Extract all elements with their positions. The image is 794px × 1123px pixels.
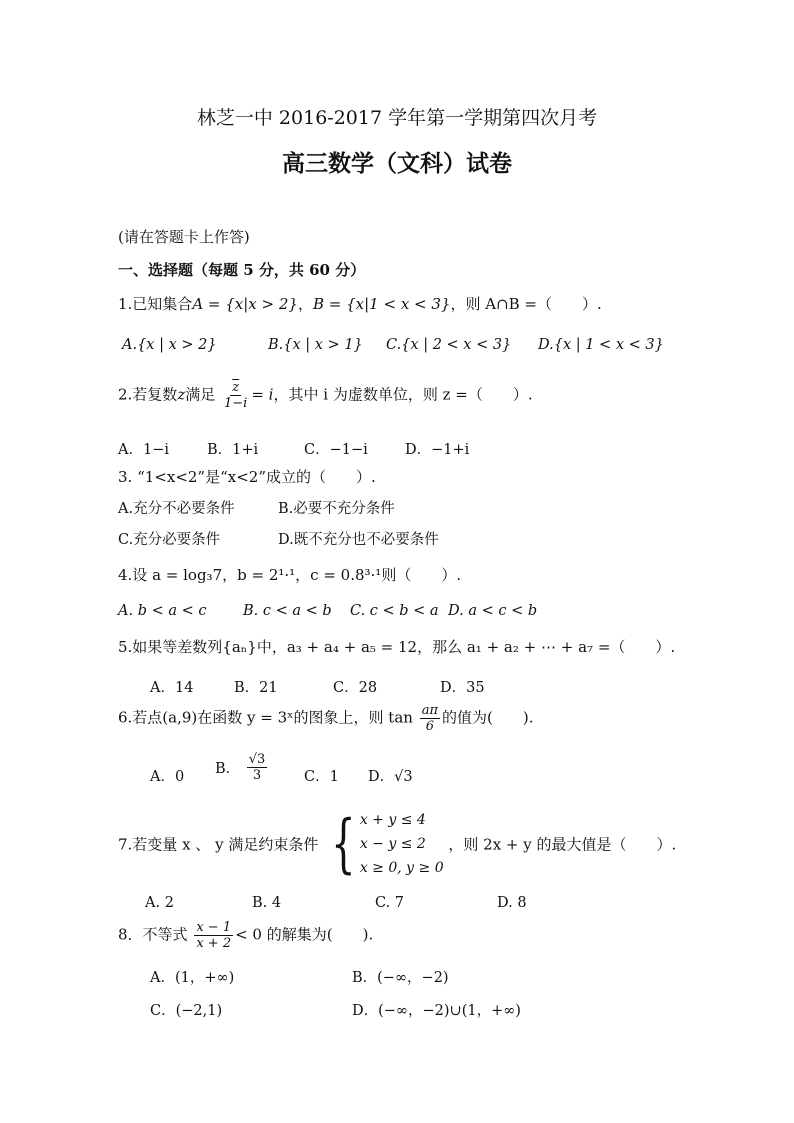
q1-prefix: 1.已知集合: [118, 295, 193, 313]
q8-prefix: 8．不等式: [118, 925, 188, 944]
q3-option-b: B.必要不充分条件: [278, 501, 395, 517]
q6-frac-den: 6: [425, 719, 434, 734]
q4-option-a: A. b < a < c: [118, 603, 207, 619]
q7-brace: {: [331, 807, 356, 881]
q3-option-c: C.充分必要条件: [118, 532, 221, 548]
q7-option-a: A. 2: [145, 895, 174, 911]
q8-rest: < 0 的解集为( ).: [235, 925, 374, 944]
exam-subject-title: 高三数学（文科）试卷: [282, 150, 512, 177]
q2-frac-den: 1−i: [224, 396, 248, 411]
q7-prefix: 7.若变量 x 、 y 满足约束条件: [118, 835, 319, 854]
q1-set-b: B = {x|1 < x < 3}: [312, 295, 451, 313]
q2-option-d: D．−1+i: [405, 442, 470, 458]
question-3: 3. “1<x<2”是“x<2”成立的（ ）.: [118, 468, 376, 486]
q7-option-b: B. 4: [252, 895, 282, 911]
q6-option-b: [215, 752, 269, 783]
q7-constraint-1: x + y ≤ 4: [359, 812, 426, 828]
q8-option-d: D．(−∞，−2)∪(1，+∞): [352, 1003, 521, 1019]
q5-option-c: C．28: [333, 680, 378, 696]
q8-option-c: C．(−2,1): [150, 1003, 223, 1019]
q6-option-c: C．1: [304, 769, 339, 785]
q8-frac-num: x − 1: [196, 920, 232, 935]
q6-option-a: A．0: [150, 769, 185, 785]
question-5: 5.如果等差数列{aₙ}中，a₃ + a₄ + a₅ = 12，那么 a₁ + a₂ + ⋯ + a₇ =（ ）.: [118, 638, 676, 656]
q7-constraints: [360, 808, 444, 880]
question-6: [118, 703, 533, 734]
q6-rest: 的值为( ).: [442, 708, 534, 727]
q5-option-b: B．21: [234, 680, 278, 696]
q6-optb-den: 3: [252, 768, 262, 783]
q2-option-a: A．1−i: [118, 442, 169, 458]
q7-constraint-2: x − y ≤ 2: [359, 836, 426, 852]
q2-rest: ，其中 i 为虚数单位，则 z =（ ）.: [273, 385, 533, 404]
q4-option-b: B. c < a < b: [243, 603, 332, 619]
q6-optb-num: √3: [248, 752, 266, 767]
q6-prefix: 6.若点(a,9)在函数 y = 3ˣ的图象上，则 tan: [118, 708, 413, 727]
q7-constraint-3: x ≥ 0, y ≥ 0: [359, 860, 444, 876]
q1-option-c: C.{x | 2 < x < 3}: [386, 337, 512, 353]
question-2: [118, 380, 533, 411]
q8-option-b: B．(−∞，−2): [352, 970, 449, 986]
q2-mid: 满足: [185, 385, 216, 404]
question-7: [118, 808, 676, 880]
q5-option-d: D．35: [440, 680, 485, 696]
question-4: 4.设 a = log₃7，b = 2¹·¹，c = 0.8³·¹则（ ）.: [118, 566, 462, 584]
q2-prefix: 2.若复数: [118, 385, 178, 404]
q7-option-c: C. 7: [375, 895, 405, 911]
q1-ask: ，则 A∩B =（ ）.: [450, 295, 602, 313]
q1-set-a: A = {x|x > 2}: [192, 295, 298, 313]
q7-constraint-system: [323, 808, 444, 880]
q8-frac-den: x + 2: [196, 936, 232, 951]
q6-option-b-fraction: [247, 752, 268, 783]
q6-fraction: [420, 703, 440, 734]
instruction-text: (请在答题卡上作答): [118, 228, 250, 246]
exam-school-title: 林芝一中 2016-2017 学年第一学期第四次月考: [196, 107, 598, 129]
q8-option-a: A．(1，+∞): [150, 970, 235, 986]
q3-option-a: A.充分不必要条件: [118, 501, 235, 517]
q7-option-d: D. 8: [497, 895, 527, 911]
q2-z: z: [177, 385, 186, 404]
q1-option-b: B.{x | x > 1}: [268, 337, 363, 353]
q7-rest: ，则 2x + y 的最大值是（ ）.: [448, 835, 677, 854]
q1-option-d: D.{x | 1 < x < 3}: [538, 337, 664, 353]
q8-fraction: [194, 920, 233, 951]
q6-option-d: D．√3: [368, 769, 413, 785]
q5-option-a: A．14: [150, 680, 194, 696]
q6-option-b-label: B．: [215, 761, 241, 777]
q2-option-b: B．1+i: [207, 442, 259, 458]
q6-frac-num: aπ: [421, 703, 438, 718]
q4-option-d: D. a < c < b: [448, 603, 538, 619]
question-1: [118, 293, 602, 314]
section-heading: 一、选择题（每题 5 分，共 60 分）: [118, 261, 366, 279]
q2-eq: = i: [251, 385, 274, 404]
q2-option-c: C．−1−i: [304, 442, 368, 458]
q4-option-c: C. c < b < a: [350, 603, 439, 619]
q3-option-d: D.既不充分也不必要条件: [278, 532, 439, 548]
q1-sep: ，: [297, 295, 313, 313]
q1-option-a: A.{x | x > 2}: [122, 337, 217, 353]
q2-frac-num: $\overline{z}$: [232, 380, 240, 395]
q2-fraction: [222, 380, 249, 411]
question-8: [118, 920, 373, 951]
